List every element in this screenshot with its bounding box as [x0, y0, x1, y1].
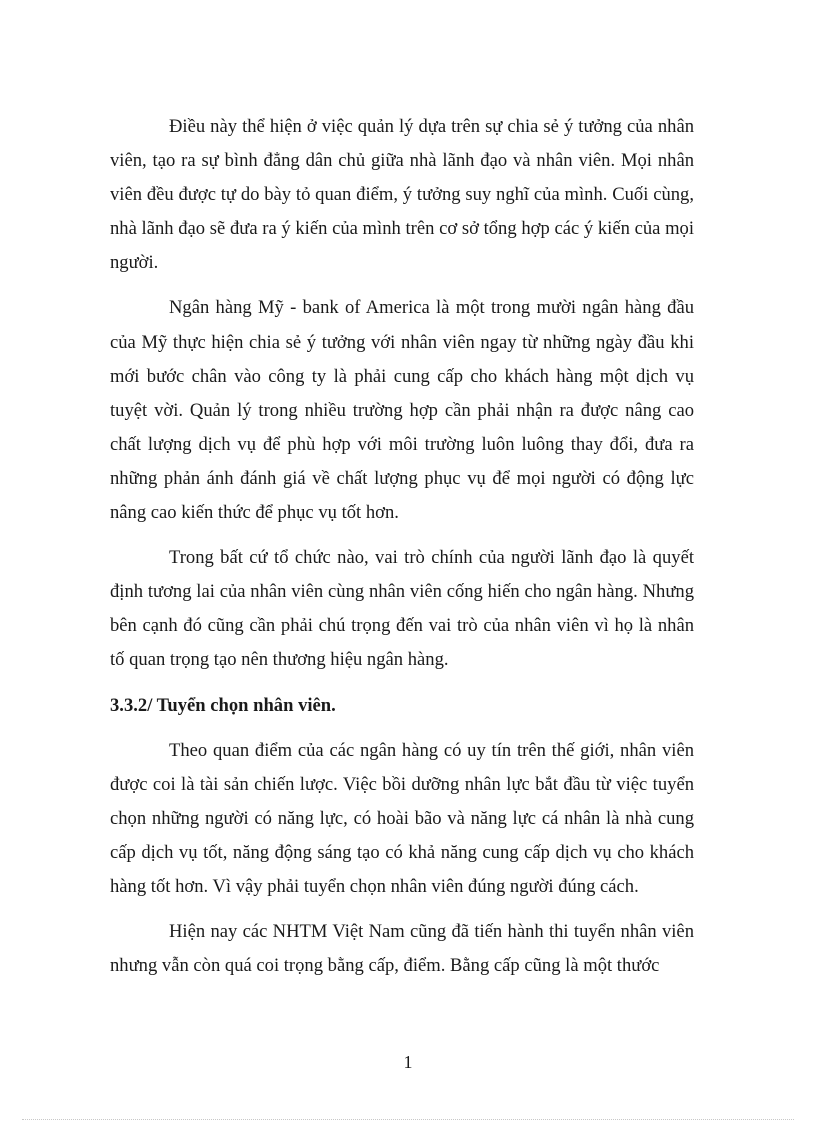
body-paragraph: Điều này thể hiện ở việc quản lý dựa trên sự chia sẻ ý tưởng của nhân viên, tạo ra sự bình đẳng dân chủ giữa nhà lãnh đạo và nhân viên. Mọi nhân viên đều được tự do bày tỏ quan điểm, ý tưởng suy nghĩ của mình. Cuối cùng, nhà lãnh đạo sẽ đưa ra ý kiến của mình trên cơ sở tổng hợp các ý kiến của mọi người.: [110, 116, 694, 274]
body-paragraph: Theo quan điểm của các ngân hàng có uy tín trên thế giới, nhân viên được coi là tài sản chiến lược. Việc bồi dưỡng nhân lực bắt đầu từ việc tuyển chọn những người có năng lực, có hoài bão và năng lực cá nhân là nhà cung cấp dịch vụ tốt, năng động sáng tạo có khả năng cung cấp dịch vụ cho khách hàng tốt hơn. Vì vậy phải tuyển chọn nhân viên đúng người đúng cách.: [110, 739, 694, 897]
body-paragraph: Hiện nay các NHTM Việt Nam cũng đã tiến hành thi tuyển nhân viên nhưng vẫn còn quá coi trọng bằng cấp, điểm. Bằng cấp cũng là một thước: [110, 921, 694, 977]
body-paragraph: Trong bất cứ tổ chức nào, vai trò chính của người lãnh đạo là quyết định tương lai của nhân viên cùng nhân viên cống hiến cho ngân hàng. Nhưng bên cạnh đó cũng cần phải chú trọng đến vai trò của nhân viên vì họ là nhân tố quan trọng tạo nên thương hiệu ngân hàng.: [110, 547, 694, 671]
page-content: [110, 110, 694, 994]
section-heading: 3.3.2/ Tuyển chọn nhân viên.: [110, 694, 336, 716]
body-paragraph: Ngân hàng Mỹ - bank of America là một trong mười ngân hàng đầu của Mỹ thực hiện chia sẻ ý tưởng với nhân viên ngay từ những ngày đầu khi mới bước chân vào công ty là phải cung cấp cho khách hàng một dịch vụ tuyệt vời. Quản lý trong nhiều trường hợp cần phải nhận ra được nâng cao chất lượng dịch vụ để phù hợp với môi trường luôn luông thay đổi, đưa ra những phản ánh đánh giá về chất lượng phục vụ để mọi người có động lực nâng cao kiến thức để phục vụ tốt hơn.: [110, 297, 694, 524]
page-bottom-divider: [22, 1119, 794, 1120]
page-number: 1: [403, 1052, 413, 1072]
